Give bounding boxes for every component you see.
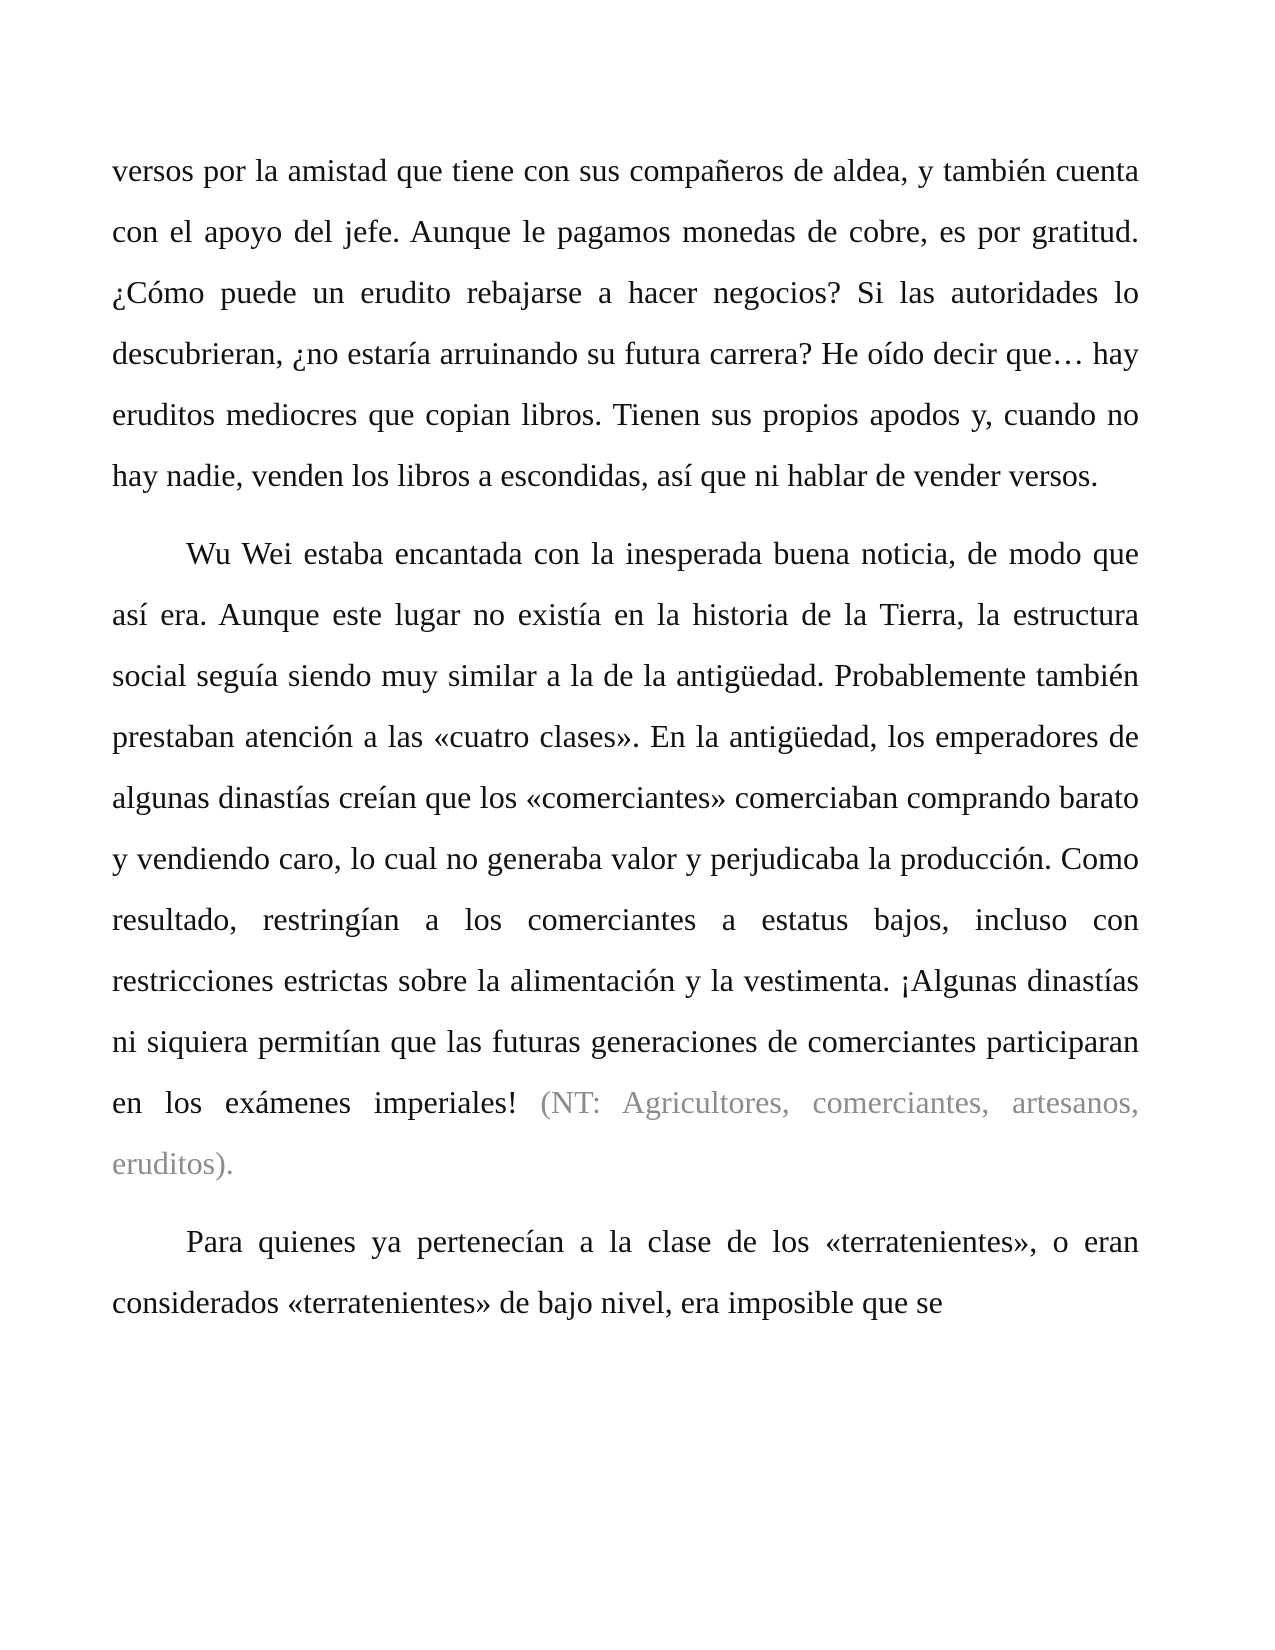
paragraph-1-text: versos por la amistad que tiene con sus compañeros de aldea, y también cuenta con el apoyo del jefe. Aunque le pagamos monedas de cobre, es por gratitud. ¿Cómo puede un erudito rebajarse a hacer negocios? Si las autoridades lo descubrieran, ¿no estaría arruinando su futura carrera? He oído decir que… hay eruditos mediocres que copian libros. Tienen sus propios apodos y, cuando no hay nadie, venden los libros a escondidas, así que ni hablar de vender versos. (112, 152, 1139, 493)
paragraph-2-text: Wu Wei estaba encantada con la inesperada buena noticia, de modo que así era. Aunque este lugar no existía en la historia de la Tierra, la estructura social seguía siendo muy similar a la de la antigüedad. Probablemente también prestaban atención a las «cuatro clases». En la antigüedad, los emperadores de algunas dinastías creían que los «comerciantes» comerciaban comprando barato y vendiendo caro, lo cual no generaba valor y perjudicaba la producción. Como resultado, restringían a los comerciantes a estatus bajos, incluso con restricciones estrictas sobre la alimentación y la vestimenta. ¡Algunas dinastías ni siquiera permitían que las futuras generaciones de comerciantes participaran en los exámenes imperiales! (112, 535, 1139, 1120)
paragraph-2 (112, 523, 1139, 1194)
document-page (112, 140, 1139, 1350)
paragraph-3-text: Para quienes ya pertenecían a la clase de los «terratenientes», o eran considerados «terratenientes» de bajo nivel, era imposible que se (112, 1223, 1139, 1320)
paragraph-3 (112, 1211, 1139, 1333)
translator-note: (NT: Agricultores, comerciantes, artesanos, eruditos). (112, 1084, 1139, 1181)
paragraph-1 (112, 140, 1139, 506)
